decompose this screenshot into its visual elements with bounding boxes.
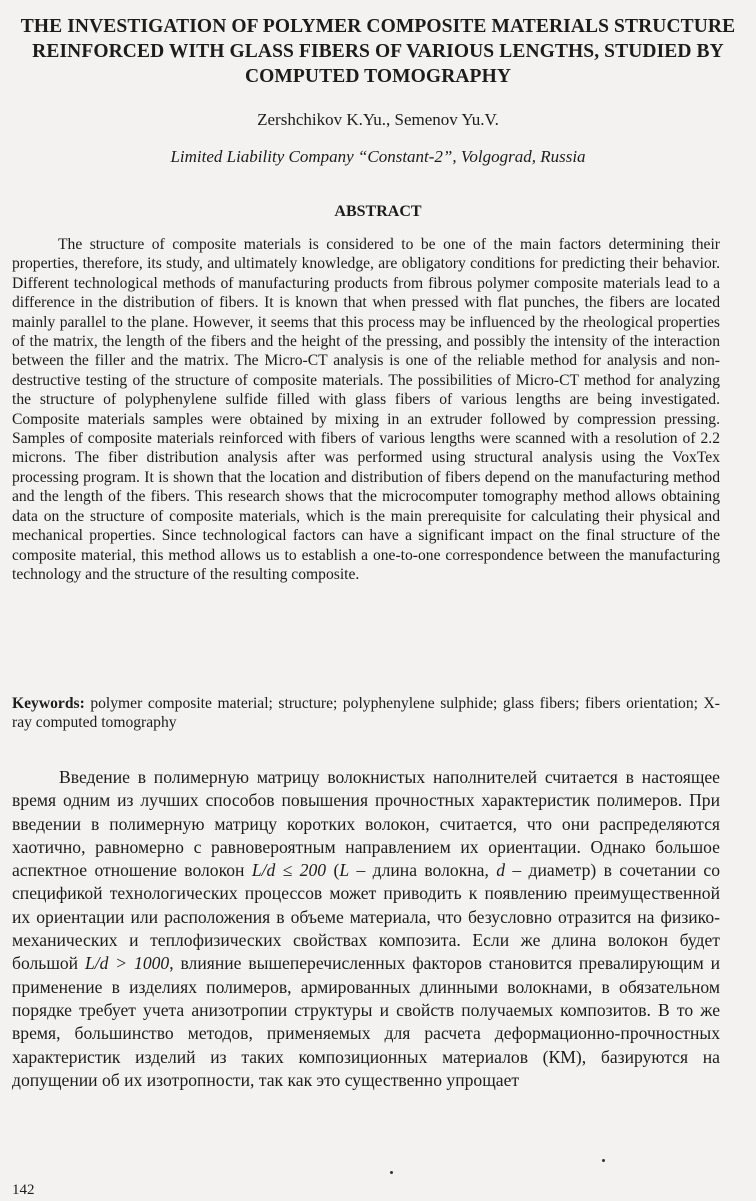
scan-speck <box>602 1159 605 1162</box>
abstract-heading: ABSTRACT <box>334 203 422 220</box>
body-text-2: ( <box>326 860 340 881</box>
keywords-paragraph <box>12 694 720 733</box>
body-text-5: , влияние вышеперечисленных факторов становится превалирующим и применение в изделиях полимеров, армированных длинными волокнами, в обязательном порядке требует учета анизотропии структуры и свойств получаемых композитов. В то же время, большинство методов, применяемых для расчета деформационно-прочностных характеристик изделий из таких композиционных материалов (КМ), базируются на допущении об их изотропности, так как это существенно упрощает <box>12 953 721 1090</box>
page-number: 142 <box>12 1182 35 1198</box>
scan-speck <box>390 1171 393 1174</box>
body-paragraph <box>12 766 720 1092</box>
math-ratio-1000: L/d > 1000 <box>84 953 170 974</box>
affiliation: Limited Liability Company “Constant-2”, Volgograd, Russia <box>170 147 586 166</box>
body-text-4: – диаметр) в сочетании со спецификой технологических процессов может приводить к появлению преимущественной их ориентации или расположения в объеме материала, что безусловно отразится на физико-механических и теплофизических свойствах композита. Если же длина волокон будет большой <box>12 860 720 974</box>
paper-title: THE INVESTIGATION OF POLYMER COMPOSITE MATERIALS STRUCTURE REINFORCED WITH GLASS FIBERS OF VARIOUS LENGTHS, STUDIED BY COMPUTED TOMOGRAPHY <box>20 16 736 87</box>
keywords-text: polymer composite material; structure; polyphenylene sulphide; glass fibers; fibers orientation; X-ray computed tomography <box>12 695 720 732</box>
keywords-label: Keywords: <box>12 695 85 712</box>
math-ratio-200: L/d ≤ 200 <box>251 860 327 881</box>
math-diameter-symbol: d <box>496 860 506 881</box>
authors: Zershchikov K.Yu., Semenov Yu.V. <box>257 110 499 129</box>
body-text-3: – длина волокна, <box>349 860 497 881</box>
abstract-paragraph: The structure of composite materials is considered to be one of the main factors determining their properties, therefore, its study, and ultimately knowledge, are obligatory conditions for predicting their behavior. Different technological methods of manufacturing products from fibrous polymer composite materials lead to a difference in the distribution of fibers. It is known that when pressed with flat punches, the fibers are located mainly parallel to the plane. However, it seems that this process may be influenced by the rheological properties of the matrix, the length of the fibers and the height of the pressing, and possibly the intensity of the interaction between the filler and the matrix. The Micro-CT analysis is one of the reliable method for analysis and non-destructive testing of the structure of composite materials. The possibilities of Micro-CT method for analyzing the structure of polyphenylene sulfide filled with glass fibers of various lengths are being investigated. Composite materials samples were obtained by mixing in an extruder followed by compression pressing. Samples of composite materials reinforced with fibers of various lengths were scanned with a resolution of 2.2 microns. The fiber distribution analysis after was performed using structural analysis using the VoxTex processing program. It is shown that the location and distribution of fibers depend on the manufacturing method and the length of the fibers. This research shows that the microcomputer tomography method allows obtaining data on the structure of composite materials, which is the main prerequisite for calculating their physical and mechanical properties. Since technological factors can have a significant impact on the final structure of the composite material, this method allows us to establish a one-to-one correspondence between the manufacturing technology and the structure of the resulting composite. <box>12 236 720 583</box>
math-length-symbol: L <box>339 860 350 881</box>
body-text-1: Введение в полимерную матрицу волокнистых наполнителей считается в настоящее время одним из лучших способов повышения прочностных характеристик полимеров. При введении в полимерную матрицу коротких волокон, считается, что они распределяются хаотично, равномерно с равновероятным направлением их ориентации. Однако большое аспектное отношение волокон <box>12 767 720 881</box>
